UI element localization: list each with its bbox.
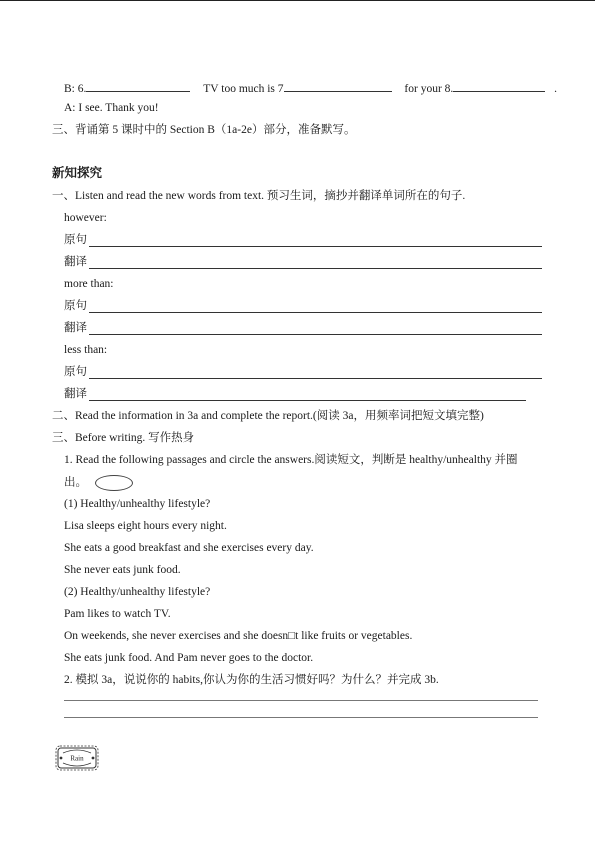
passage1-line: She never eats junk food. <box>64 564 181 576</box>
passage2-title: (2) Healthy/unhealthy lifestyle? <box>64 586 211 598</box>
passage2-line: Pam likes to watch TV. <box>64 608 171 620</box>
dialog-b-line: B: 6. TV too much is 7 for your 8. . <box>64 80 557 96</box>
blank-7[interactable] <box>284 80 392 92</box>
word-more-than: more than: <box>64 278 114 290</box>
q1-line1: 1. Read the following passages and circle the answers.阅读短文，判断是 healthy/unhealthy 并圈 <box>64 454 518 466</box>
trans-blank-1[interactable] <box>89 257 542 269</box>
trans-row-3: 翻译 <box>64 387 526 401</box>
trans-blank-3[interactable] <box>89 389 526 401</box>
passage2-line: On weekends, she never exercises and she doesn□t like fruits or vegetables. <box>64 630 413 642</box>
circle-example-icon <box>95 475 133 491</box>
orig-blank-2[interactable] <box>89 301 542 313</box>
part1-heading: 一、Listen and read the new words from text. 预习生词，摘抄并翻译单词所在的句子. <box>52 190 466 202</box>
trans-row-1: 翻译 <box>64 255 542 269</box>
blank-8[interactable] <box>453 80 545 92</box>
orig-blank-1[interactable] <box>89 235 542 247</box>
q2-prompt: 2. 模拟 3a，说说你的 habits,你认为你的生活习惯好吗？为什么？并完成 3b. <box>64 674 439 686</box>
passage1-line: Lisa sleeps eight hours every night. <box>64 520 227 532</box>
orig-row-1: 原句 <box>64 233 542 247</box>
writing-line[interactable] <box>64 717 538 718</box>
orig-row-3: 原句 <box>64 365 542 379</box>
top-rule <box>0 0 595 1</box>
task-recite: 三、背诵第 5 课时中的 Section B（1a-2e）部分，准备默写。 <box>52 124 356 136</box>
logo-ornament-icon <box>55 745 99 771</box>
part3-heading: 三、Before writing. 写作热身 <box>52 432 195 444</box>
q1-line2: 出。 <box>64 475 133 491</box>
blank-6[interactable] <box>86 80 190 92</box>
trans-blank-2[interactable] <box>89 323 542 335</box>
passage1-title: (1) Healthy/unhealthy lifestyle? <box>64 498 211 510</box>
passage1-line: She eats a good breakfast and she exercises every day. <box>64 542 314 554</box>
part2-heading: 二、Read the information in 3a and complete the report.(阅读 3a，用频率词把短文填完整) <box>52 410 484 422</box>
passage2-line: She eats junk food. And Pam never goes to the doctor. <box>64 652 314 664</box>
dialog-a-line: A: I see. Thank you! <box>64 102 159 114</box>
trans-row-2: 翻译 <box>64 321 542 335</box>
orig-row-2: 原句 <box>64 299 542 313</box>
orig-blank-3[interactable] <box>89 367 542 379</box>
word-however: however: <box>64 212 107 224</box>
writing-line[interactable] <box>64 700 538 701</box>
logo-text: Rain <box>70 754 84 763</box>
word-less-than: less than: <box>64 344 108 356</box>
section-title: 新知探究 <box>52 165 103 180</box>
